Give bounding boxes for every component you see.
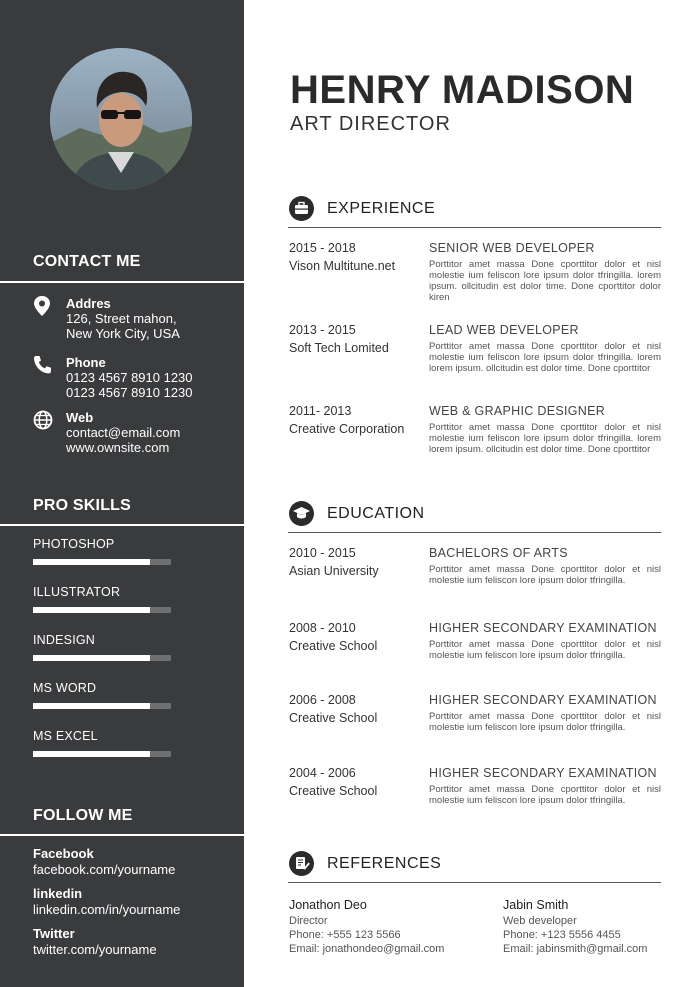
entry-title: LEAD WEB DEVELOPER: [429, 323, 579, 337]
reference-card: [289, 898, 444, 956]
experience-heading: EXPERIENCE: [327, 200, 436, 217]
entry-years: 2006 - 2008: [289, 693, 356, 707]
entry-title: HIGHER SECONDARY EXAMINATION: [429, 766, 657, 780]
entry-title: SENIOR WEB DEVELOPER: [429, 241, 595, 255]
briefcase-icon: [289, 196, 314, 221]
phone-icon: [33, 355, 51, 375]
follow-linkedin[interactable]: [33, 886, 180, 918]
reference-email[interactable]: Email: jonathondeo@gmail.com: [289, 943, 445, 955]
reference-name: Jabin Smith: [503, 898, 569, 912]
reference-phone: Phone: +555 123 5566: [289, 929, 401, 941]
email-link[interactable]: contact@email.com: [66, 425, 181, 440]
skill-name: MS EXCEL: [33, 729, 98, 743]
follow-twitter[interactable]: [33, 926, 157, 958]
skill-bar-fill: [33, 751, 150, 757]
facebook-link[interactable]: facebook.com/yourname: [33, 862, 176, 877]
entry-description: Porttitor amet massa Done cporttitor dolor et nisl molestie ium feliscon lore ipsum dolor tfringilla.: [429, 639, 661, 661]
reference-name: Jonathon Deo: [289, 898, 367, 912]
skill-bar: [33, 607, 171, 613]
entry-years: 2011- 2013: [289, 404, 352, 418]
entry-years: 2008 - 2010: [289, 621, 356, 635]
skills-heading: PRO SKILLS: [33, 497, 132, 514]
skill-name: PHOTOSHOP: [33, 537, 115, 551]
skill-item: [33, 729, 173, 743]
website-link[interactable]: www.ownsite.com: [66, 440, 170, 455]
entry-place: Creative Corporation: [289, 422, 405, 436]
entry-title: BACHELORS OF ARTS: [429, 546, 568, 560]
address-line: New York City, USA: [66, 326, 180, 341]
entry-description: Porttitor amet massa Done cporttitor dolor et nisl molestie ium feliscon lore ipsum dolor tfringilla. lorem lorem ipsum. ollcitudin est dolor time. Done cporttitor: [429, 422, 661, 455]
sidebar: [0, 0, 244, 987]
skill-item: [33, 681, 173, 695]
entry-title: HIGHER SECONDARY EXAMINATION: [429, 693, 657, 707]
entry-years: 2013 - 2015: [289, 323, 356, 337]
skill-name: INDESIGN: [33, 633, 96, 647]
skill-name: ILLUSTRATOR: [33, 585, 121, 599]
entry-place: Creative School: [289, 639, 378, 653]
skill-bar: [33, 655, 171, 661]
skill-item: [33, 537, 173, 551]
globe-icon: [33, 410, 51, 430]
contact-divider: [0, 281, 244, 283]
skill-bar: [33, 559, 171, 565]
person-role: ART DIRECTOR: [290, 113, 451, 135]
location-pin-icon: [33, 296, 51, 316]
phone-label: Phone: [66, 355, 106, 370]
education-heading: EDUCATION: [327, 505, 425, 522]
entry-title: WEB & GRAPHIC DESIGNER: [429, 404, 606, 418]
skill-bar: [33, 703, 171, 709]
skills-divider: [0, 524, 244, 526]
linkedin-link[interactable]: linkedin.com/in/yourname: [33, 902, 181, 917]
profile-photo: [50, 48, 192, 190]
address-label: Addres: [66, 296, 111, 311]
graduation-cap-icon: [289, 501, 314, 526]
reference-card: [503, 898, 647, 956]
twitter-link[interactable]: twitter.com/yourname: [33, 942, 157, 957]
reference-role: Director: [289, 915, 328, 927]
entry-years: 2010 - 2015: [289, 546, 356, 560]
entry-description: Porttitor amet massa Done cporttitor dolor et nisl molestie ium feliscon lore ipsum dolor tfringilla. lorem ipsum. ollcitudin est dolor time. Done cporttitor dolor kiren: [429, 259, 661, 303]
follow-divider: [0, 834, 244, 836]
entry-years: 2015 - 2018: [289, 241, 356, 255]
entry-place: Creative School: [289, 711, 378, 725]
follow-facebook[interactable]: [33, 846, 175, 878]
entry-years: 2004 - 2006: [289, 766, 356, 780]
entry-place: Creative School: [289, 784, 378, 798]
skill-bar-fill: [33, 607, 150, 613]
phone-number: 0123 4567 8910 1230: [66, 385, 193, 400]
address-line: 126, Street mahon,: [66, 311, 177, 326]
reference-role: Web developer: [503, 915, 577, 927]
skill-name: MS WORD: [33, 681, 97, 695]
facebook-label: Facebook: [33, 846, 94, 861]
follow-heading: FOLLOW ME: [33, 807, 133, 824]
education-divider: [288, 532, 661, 533]
skill-item: [33, 633, 173, 647]
person-name: HENRY MADISON: [290, 68, 635, 112]
skill-bar-fill: [33, 559, 150, 565]
references-divider: [288, 882, 661, 883]
web-label: Web: [66, 410, 94, 425]
phone-number: 0123 4567 8910 1230: [66, 370, 193, 385]
skill-item: [33, 585, 173, 599]
skill-bar-fill: [33, 655, 150, 661]
reference-phone: Phone: +123 5556 4455: [503, 929, 621, 941]
skill-bar-fill: [33, 703, 150, 709]
twitter-label: Twitter: [33, 926, 75, 941]
entry-place: Asian University: [289, 564, 379, 578]
document-pen-icon: [289, 851, 314, 876]
entry-description: Porttitor amet massa Done cporttitor dolor et nisl molestie ium feliscon lore ipsum dolor tfringilla.: [429, 711, 661, 733]
entry-title: HIGHER SECONDARY EXAMINATION: [429, 621, 657, 635]
entry-description: Porttitor amet massa Done cporttitor dolor et nisl molestie ium feliscon lore ipsum dolor tfringilla. lorem lorem ipsum. ollcitudin est dolor time. Done cporttitor: [429, 341, 661, 374]
contact-heading: CONTACT ME: [33, 253, 141, 270]
entry-place: Soft Tech Lomited: [289, 341, 389, 355]
entry-description: Porttitor amet massa Done cporttitor dolor et nisl molestie ium feliscon lore ipsum dolor tfringilla.: [429, 564, 661, 586]
references-heading: REFERENCES: [327, 855, 442, 872]
skill-bar: [33, 751, 171, 757]
reference-email[interactable]: Email: jabinsmith@gmail.com: [503, 943, 648, 955]
experience-divider: [288, 227, 661, 228]
linkedin-label: linkedin: [33, 886, 83, 901]
entry-place: Vison Multitune.net: [289, 259, 396, 273]
entry-description: Porttitor amet massa Done cporttitor dolor et nisl molestie ium feliscon lore ipsum dolor tfringilla.: [429, 784, 661, 806]
